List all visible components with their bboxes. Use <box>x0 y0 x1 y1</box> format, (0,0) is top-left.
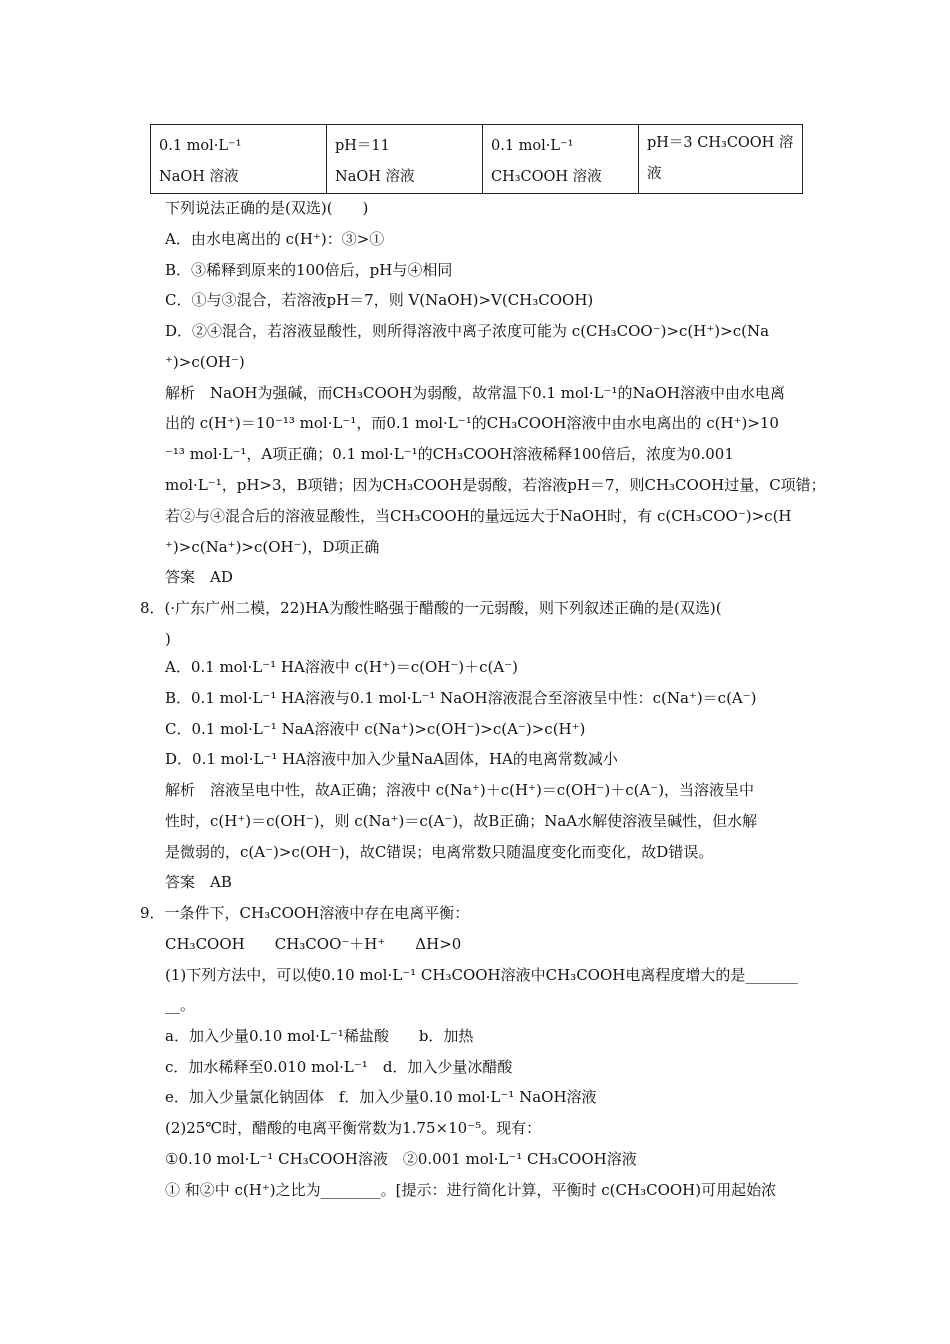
q9-options-ab: a．加入少量0.10 mol·L⁻¹稀盐酸 b．加热 <box>165 1027 474 1045</box>
q8-option-b: B．0.1 mol·L⁻¹ HA溶液与0.1 mol·L⁻¹ NaOH溶液混合至溶液呈中性：c(Na⁺)＝c(A⁻) <box>165 689 757 707</box>
q9-part2: (2)25℃时，醋酸的电离平衡常数为1.75×10⁻⁵。现有： <box>165 1119 542 1137</box>
q7-option-a: A．由水电离出的 c(H⁺)：③>① <box>165 230 385 248</box>
q8-answer: 答案 AB <box>165 873 232 891</box>
table-cell-4 <box>639 125 803 194</box>
cell-2-top: pH＝11 <box>335 138 390 154</box>
q7-explanation-2: 出的 c(H⁺)＝10⁻¹³ mol·L⁻¹，而0.1 mol·L⁻¹的CH₃COOH溶液中由水电离出的 c(H⁺)>10 <box>165 414 779 432</box>
q7-option-d-line2: ⁺)>c(OH⁻) <box>165 353 245 371</box>
q7-explanation-4: mol·L⁻¹，pH>3，B项错；因为CH₃COOH是弱酸，若溶液pH＝7，则CH₃COOH过量，C项错； <box>165 476 826 494</box>
q9-ratio: ① 和②中 c(H⁺)之比为________。[提示：进行简化计算，平衡时 c(CH₃COOH)可用起始浓 <box>165 1181 777 1199</box>
q7-option-d-line1: D．②④混合，若溶液显酸性，则所得溶液中离子浓度可能为 c(CH₃COO⁻)>c(H⁺)>c(Na <box>165 322 770 340</box>
q8-stem-line1: 8．(·广东广州二模，22)HA为酸性略强于醋酸的一元弱酸，则下列叙述正确的是(双选)( <box>140 599 722 617</box>
q8-stem-line2: ) <box>165 630 171 648</box>
q8-option-c: C．0.1 mol·L⁻¹ NaA溶液中 c(Na⁺)>c(OH⁻)>c(A⁻)>c(H⁺) <box>165 720 586 738</box>
cell-1-top: 0.1 mol·L⁻¹ <box>159 138 242 154</box>
q9-part1-line2: __。 <box>165 996 196 1014</box>
cell-3-bottom: CH₃COOH 溶液 <box>491 169 602 185</box>
q7-explanation-6: ⁺)>c(Na⁺)>c(OH⁻)，D项正确 <box>165 538 380 556</box>
q8-explanation-2: 性时，c(H⁺)＝c(OH⁻)，则 c(Na⁺)＝c(A⁻)，故B正确；NaA水解使溶液呈碱性，但水解 <box>165 812 758 830</box>
table-cell-1 <box>151 125 327 194</box>
cell-2-bottom: NaOH 溶液 <box>335 169 415 185</box>
q8-option-a: A．0.1 mol·L⁻¹ HA溶液中 c(H⁺)＝c(OH⁻)＋c(A⁻) <box>165 658 518 676</box>
q9-equation: CH₃COOH CH₃COO⁻＋H⁺ ΔH>0 <box>165 935 462 953</box>
cell-1-bottom: NaOH 溶液 <box>159 169 239 185</box>
table-cell-2 <box>327 125 483 194</box>
q7-answer: 答案 AD <box>165 568 233 586</box>
cell-3-top: 0.1 mol·L⁻¹ <box>491 138 574 154</box>
q8-option-d: D．0.1 mol·L⁻¹ HA溶液中加入少量NaA固体，HA的电离常数减小 <box>165 750 618 768</box>
q7-option-c: C．①与③混合，若溶液pH＝7，则 V(NaOH)>V(CH₃COOH) <box>165 291 594 309</box>
q9-options-cd: c．加水稀释至0.010 mol·L⁻¹ d．加入少量冰醋酸 <box>165 1058 513 1076</box>
q9-solutions: ①0.10 mol·L⁻¹ CH₃COOH溶液 ②0.001 mol·L⁻¹ CH₃COOH溶液 <box>165 1150 637 1168</box>
q7-explanation-1: 解析 NaOH为强碱，而CH₃COOH为弱酸，故常温下0.1 mol·L⁻¹的NaOH溶液中由水电离 <box>165 384 785 402</box>
q7-stem: 下列说法正确的是(双选)( ) <box>165 199 369 217</box>
table-cell-3 <box>483 125 639 194</box>
cell-4-text: pH＝3 CH₃COOH 溶液 <box>647 135 794 182</box>
q9-stem: 9．一条件下，CH₃COOH溶液中存在电离平衡： <box>140 904 470 922</box>
q9-part1-line1: (1)下列方法中，可以使0.10 mol·L⁻¹ CH₃COOH溶液中CH₃COOH电离程度增大的是_______ <box>165 966 798 984</box>
q9-options-ef: e．加入少量氯化钠固体 f．加入少量0.10 mol·L⁻¹ NaOH溶液 <box>165 1088 597 1106</box>
data-table <box>150 124 803 194</box>
q7-option-b: B．③稀释到原来的100倍后，pH与④相同 <box>165 261 453 279</box>
q7-explanation-5: 若②与④混合后的溶液显酸性，当CH₃COOH的量远远大于NaOH时，有 c(CH₃COO⁻)>c(H <box>165 507 792 525</box>
q8-explanation-3: 是微弱的，c(A⁻)>c(OH⁻)，故C错误；电离常数只随温度变化而变化，故D错误。 <box>165 843 714 861</box>
q7-explanation-3: ⁻¹³ mol·L⁻¹，A项正确；0.1 mol·L⁻¹的CH₃COOH溶液稀释100倍后，浓度为0.001 <box>165 445 734 463</box>
q8-explanation-1: 解析 溶液呈电中性，故A正确；溶液中 c(Na⁺)＋c(H⁺)＝c(OH⁻)＋c(A⁻)，当溶液呈中 <box>165 781 755 799</box>
